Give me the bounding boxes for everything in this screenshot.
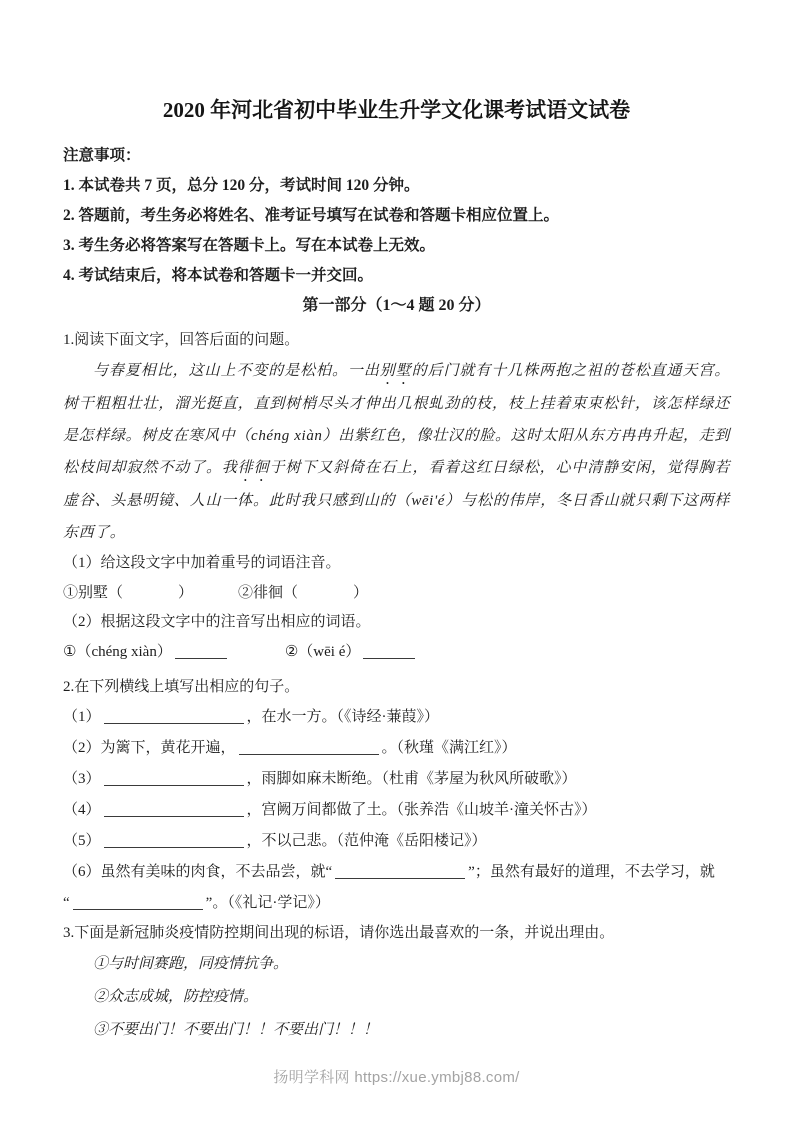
emphasized-word: 别墅	[379, 363, 412, 379]
question-1-stem: 1.阅读下面文字，回答后面的问题。	[63, 332, 300, 348]
question-2-item-3: （3） ，雨脚如麻未断绝。（杜甫《茅屋为秋风所破歌》）	[63, 771, 577, 787]
notice-block	[63, 141, 730, 291]
answer-blank	[363, 644, 415, 659]
question-3-option-2: ②众志成城，防控疫情。	[93, 989, 259, 1005]
answer-blank	[104, 833, 244, 848]
question-1-sub2-stem: （2）根据这段文字中的注音写出相应的词语。	[63, 614, 371, 630]
reading-passage: 与春夏相比，这山上不变的是松柏。一出别墅的后门就有十几株两抱之祖的苍松直通天宫。树干粗粗壮壮，溜光挺直，直到树梢尽头才伸出几根虬劲的枝，枝上挂着束束松针，该怎样绿还是怎样绿。树皮在寒风中（chéng xiàn）出紫红色，像壮汉的脸。这时太阳从东方冉冉升起，走到松枝间却寂然不动了。我徘徊于树下又斜倚在石上，看着这红日绿松，心中清静安闲，觉得胸若虚谷、头悬明镜、人山一体。此时我只感到山的（wēi'é）与松的伟岸，冬日香山就只剩下这两样东西了。	[63, 363, 730, 541]
answer-blank	[73, 895, 203, 910]
answer-blank	[104, 802, 244, 817]
question-1-sub2-answer-line: ①（chéng xiàn） ②（wēi é）	[63, 637, 730, 667]
notice-item-1: 1. 本试卷共 7 页，总分 120 分，考试时间 120 分钟。	[63, 177, 420, 194]
answer-blank	[104, 771, 244, 786]
exam-title: 2020 年河北省初中毕业生升学文化课考试语文试卷	[162, 98, 631, 122]
notice-item-3: 3. 考生务必将答案写在答题卡上。写在本试卷上无效。	[63, 237, 436, 254]
emphasized-word: 徘徊	[237, 460, 270, 476]
question-1-sub1-answer-line: ①别墅（ ） ②徘徊（ ）	[63, 585, 369, 601]
question-3-option-1: ①与时间赛跑，同疫情抗争。	[93, 956, 289, 972]
answer-blank	[335, 864, 465, 879]
question-2-item-5: （5） ，不以己悲。（范仲淹《岳阳楼记》）	[63, 833, 487, 849]
answer-blank	[239, 740, 379, 755]
question-2	[63, 673, 730, 919]
question-2-item-4: （4） ，宫阙万间都做了土。（张养浩《山坡羊·潼关怀古》）	[63, 802, 597, 818]
section-1-heading: 第一部分（1～4 题 20 分）	[302, 297, 491, 314]
question-3	[63, 919, 730, 1047]
answer-blank	[104, 709, 244, 724]
notice-heading: 注意事项：	[63, 147, 141, 164]
question-1	[63, 326, 730, 667]
answer-blank	[175, 644, 227, 659]
question-2-item-2: （2）为篱下，黄花开遍， 。（秋瑾《满江红》）	[63, 740, 517, 756]
page-footer: 扬明学科网 https://xue.ymbj88.com/	[273, 1069, 520, 1086]
question-3-stem: 3.下面是新冠肺炎疫情防控期间出现的标语，请你选出最喜欢的一条，并说出理由。	[63, 925, 615, 941]
notice-item-2: 2. 答题前，考生务必将姓名、准考证号填写在试卷和答题卡相应位置上。	[63, 207, 560, 224]
notice-item-4: 4. 考试结束后，将本试卷和答题卡一并交回。	[63, 267, 374, 284]
question-2-stem: 2.在下列横线上填写出相应的句子。	[63, 679, 300, 695]
question-1-sub1-stem: （1）给这段文字中加着重号的词语注音。	[63, 555, 341, 571]
question-3-option-3: ③不要出门！不要出门！！不要出门！！！	[93, 1022, 379, 1038]
question-2-item-1: （1） ，在水一方。（《诗经·蒹葭》）	[63, 709, 440, 725]
question-2-item-6: （6）虽然有美味的肉食，不去品尝，就“ ”；虽然有最好的道理，不去学习，就 “ ”。（《礼记·学记》）	[63, 864, 715, 911]
